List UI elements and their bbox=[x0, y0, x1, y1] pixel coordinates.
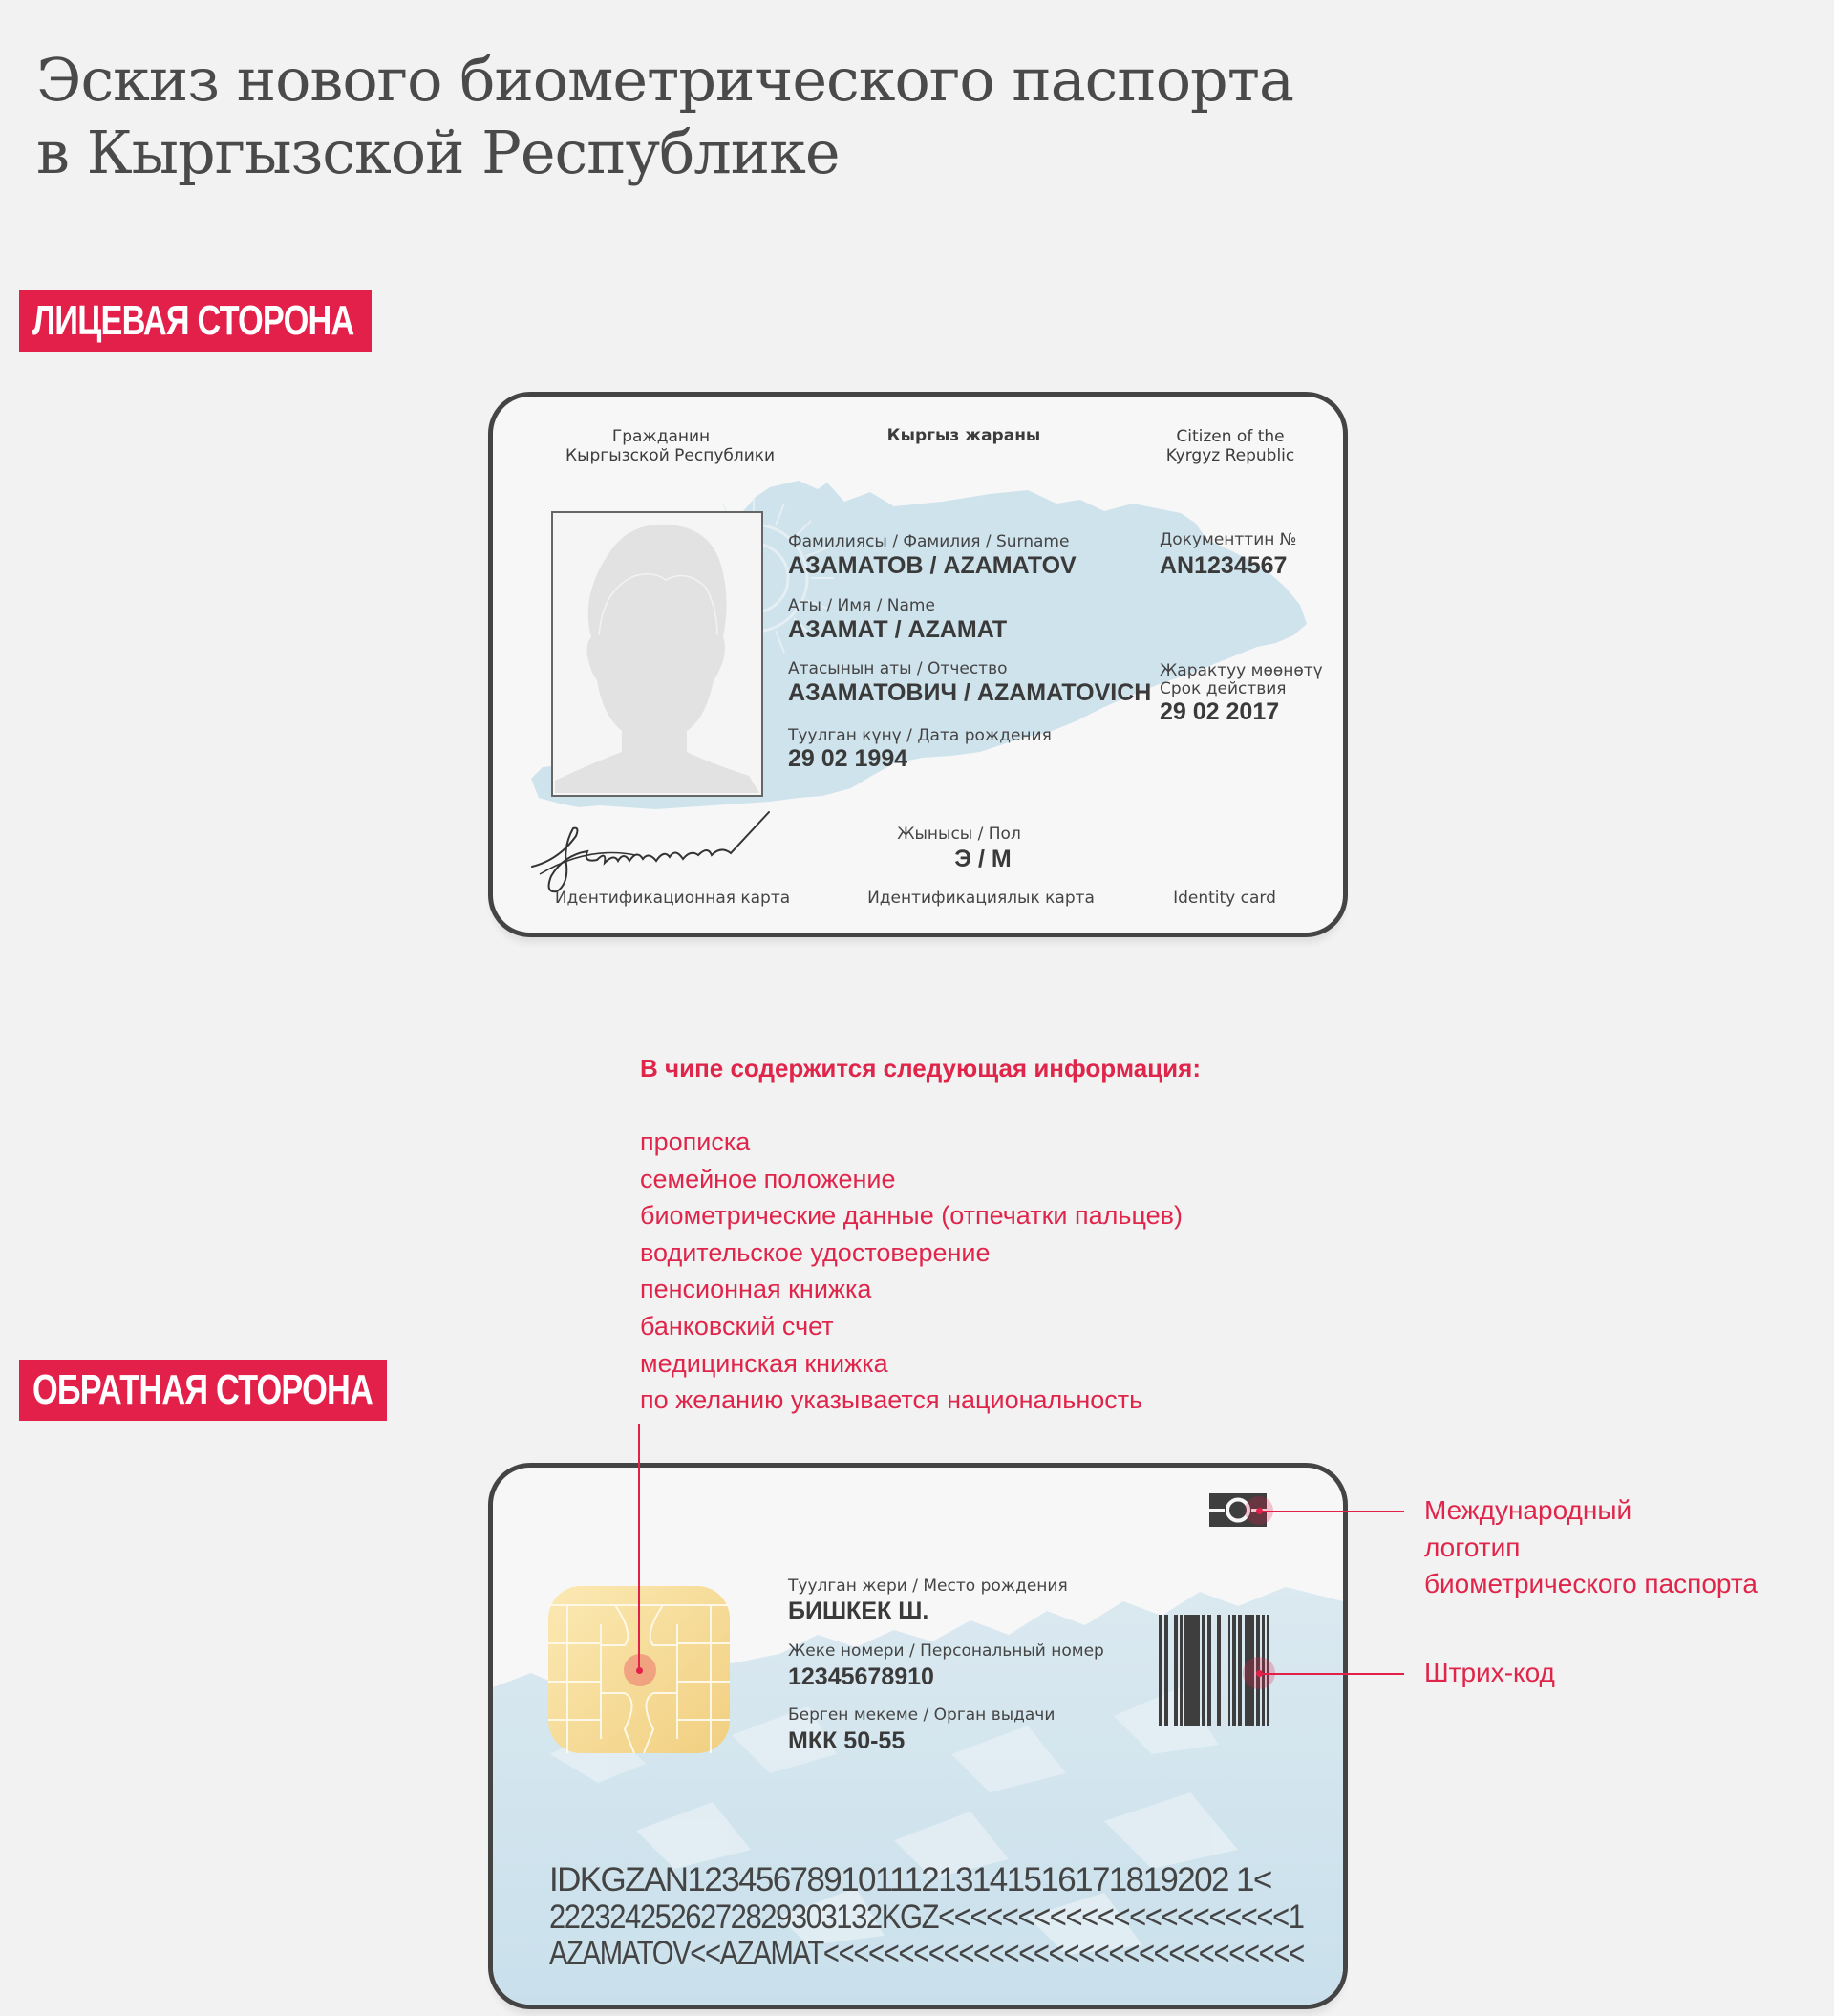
header-citizen-en-line-2: Kyrgyz Republic bbox=[1165, 446, 1295, 465]
barcode bbox=[1159, 1615, 1309, 1726]
chip-info-item: пенсионная книжка bbox=[640, 1275, 872, 1304]
footer-id-card-kg: Идентификациялык карта bbox=[867, 889, 1095, 908]
barcode-bar bbox=[1202, 1615, 1205, 1726]
birthplace-label: Туулган жери / Место рождения bbox=[788, 1576, 1068, 1596]
patronymic-value: АЗАМАТОВИЧ / AZAMATOVICH bbox=[788, 679, 1152, 706]
logo-callout-line-2: логотип bbox=[1424, 1532, 1521, 1562]
logo-callout-text bbox=[1424, 1492, 1758, 1603]
front-side-badge-label: ЛИЦЕВАЯ СТОРОНА bbox=[32, 297, 354, 344]
barcode-bar bbox=[1180, 1615, 1183, 1726]
birthdate-value: 29 02 1994 bbox=[788, 745, 908, 772]
personal-number-label: Жеке номери / Персональный номер bbox=[788, 1641, 1104, 1661]
holder-photo bbox=[551, 511, 763, 797]
footer-id-card-ru: Идентификационная карта bbox=[554, 889, 791, 908]
barcode-callout-text: Штрих-код bbox=[1424, 1658, 1555, 1687]
chip-info-item: водительское удостоверение bbox=[640, 1237, 991, 1267]
chip-info-item: банковский счет bbox=[640, 1311, 834, 1340]
name-value: АЗАМАТ / AZAMAT bbox=[788, 616, 1008, 643]
validity-label-ru: Срок действия bbox=[1160, 679, 1287, 698]
chip-info-item: по желанию указывается национальность bbox=[640, 1385, 1143, 1415]
page-title-line-2: в Кыргызской Республике bbox=[36, 118, 840, 187]
barcode-bar bbox=[1232, 1615, 1236, 1726]
barcode-bar bbox=[1207, 1615, 1211, 1726]
header-citizen-kg: Кыргыз жараны bbox=[886, 426, 1041, 445]
document-number-value: AN1234567 bbox=[1160, 552, 1288, 579]
barcode-callout-line bbox=[1261, 1673, 1404, 1675]
logo-callout-line bbox=[1261, 1511, 1404, 1512]
chip-info-heading: В чипе содержится следующая информация: bbox=[640, 1054, 1201, 1083]
mrz-line-1: IDKGZAN12345678910111213141516171819202 1< bbox=[549, 1861, 1271, 1898]
sex-value: Э / М bbox=[954, 846, 1012, 872]
validity-value: 29 02 2017 bbox=[1160, 698, 1280, 725]
sex-label: Жынысы / Пол bbox=[897, 825, 1021, 844]
front-side-badge bbox=[19, 290, 372, 352]
page-title-line-1: Эскиз нового биометрического паспорта bbox=[36, 45, 1293, 115]
name-label: Аты / Имя / Name bbox=[788, 596, 935, 615]
barcode-bar bbox=[1184, 1615, 1200, 1726]
birthdate-label: Туулган күнү / Дата рождения bbox=[788, 726, 1052, 745]
birthplace-value: БИШКЕК Ш. bbox=[788, 1598, 929, 1624]
issuer-value: МКК 50-55 bbox=[788, 1727, 906, 1754]
chip-info-list bbox=[640, 1124, 1183, 1419]
issuer-label: Берген мекеме / Орган выдачи bbox=[788, 1705, 1056, 1725]
mrz-line-3: AZAMATOV<<AZAMAT<<<<<<<<<<<<<<<<<<<<<<<<<<<<<<<< bbox=[549, 1935, 1304, 1972]
person-silhouette-icon bbox=[553, 513, 761, 795]
barcode-bar bbox=[1164, 1615, 1168, 1726]
chip-info-item: семейное положение bbox=[640, 1164, 896, 1193]
barcode-bar bbox=[1174, 1615, 1178, 1726]
barcode-bar bbox=[1228, 1615, 1230, 1726]
chip-info-item: прописка bbox=[640, 1127, 751, 1156]
page-title bbox=[36, 44, 1293, 189]
header-citizen-ru-line-1: Гражданин bbox=[611, 427, 711, 446]
footer-id-card-en: Identity card bbox=[1173, 889, 1276, 908]
back-side-badge-label: ОБРАТНАЯ СТОРОНА bbox=[32, 1366, 373, 1413]
back-side-badge bbox=[19, 1360, 387, 1421]
chip-info-item: биометрические данные (отпечатки пальцев) bbox=[640, 1201, 1183, 1231]
validity-label-kg: Жарактуу мөөнөтү bbox=[1160, 661, 1323, 680]
header-citizen-en-line-1: Citizen of the bbox=[1176, 427, 1285, 446]
barcode-bar bbox=[1159, 1615, 1162, 1726]
logo-callout-line-3: биометрического паспорта bbox=[1424, 1569, 1758, 1599]
header-citizen-en bbox=[1135, 427, 1326, 465]
header-citizen-ru-line-2: Кыргызской Республики bbox=[565, 446, 776, 465]
document-number-label: Документтин № bbox=[1160, 530, 1297, 549]
barcode-bar bbox=[1238, 1615, 1242, 1726]
logo-callout-line-1: Международный bbox=[1424, 1495, 1632, 1525]
personal-number-value: 12345678910 bbox=[788, 1663, 934, 1690]
barcode-bar bbox=[1217, 1615, 1221, 1726]
mrz-line-2: 2223242526272829303132KGZ<<<<<<<<<<<<<<<<<<<<<<1 bbox=[549, 1898, 1304, 1936]
patronymic-label: Атасынын аты / Отчество bbox=[788, 659, 1008, 678]
holder-signature bbox=[530, 807, 778, 893]
header-citizen-ru bbox=[565, 427, 776, 465]
chip-callout-line bbox=[638, 1424, 640, 1670]
chip-info-item: медицинская книжка bbox=[640, 1348, 888, 1378]
surname-label: Фамилиясы / Фамилия / Surname bbox=[788, 532, 1070, 551]
surname-value: АЗАМАТОВ / AZAMATOV bbox=[788, 552, 1077, 579]
